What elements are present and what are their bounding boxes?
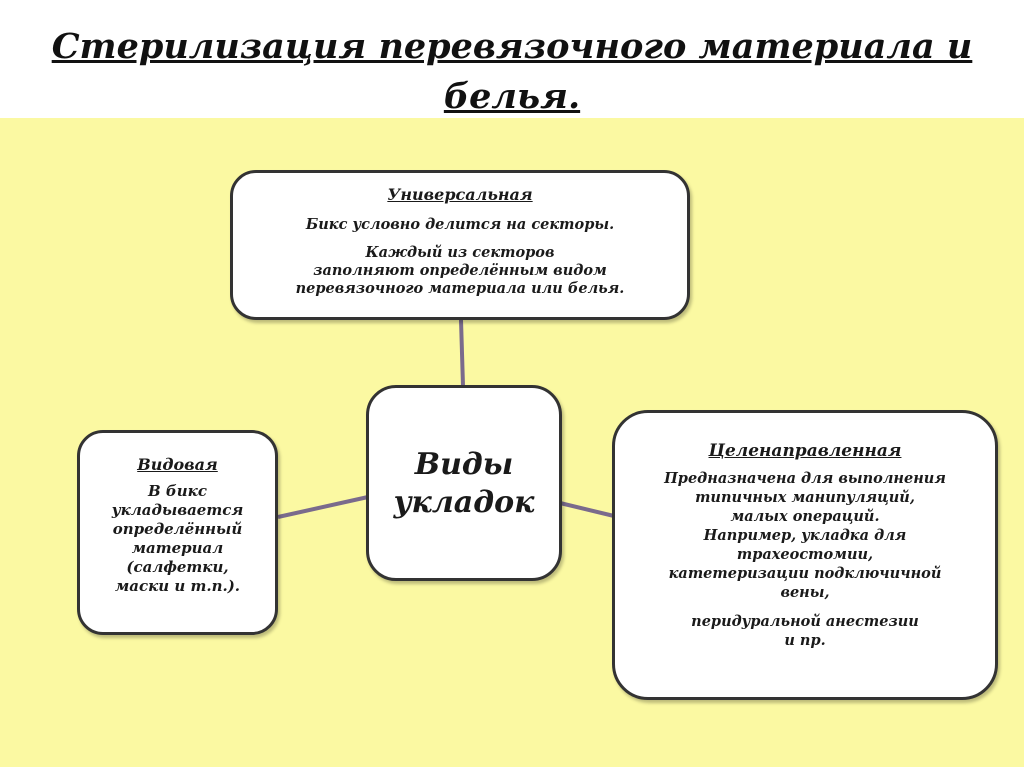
targeted-text-8: перидуральной анестезии <box>691 613 919 630</box>
specific-text-6: маски и т.п.). <box>114 577 241 595</box>
universal-text-3: заполняют определённым видом <box>313 262 607 279</box>
center-line-2: укладок <box>393 485 535 520</box>
universal-text-2: Каждый из секторов <box>365 244 555 261</box>
universal-text-1: Бикс условно делится на секторы. <box>305 216 615 233</box>
targeted-text-5: трахеостомии, <box>736 546 874 563</box>
targeted-box <box>612 410 998 700</box>
targeted-text-7: вены, <box>780 584 830 601</box>
targeted-heading: Целенаправленная <box>708 441 902 461</box>
universal-text-4: перевязочного материала или белья. <box>295 280 625 297</box>
specific-text-1: В бикс <box>148 482 207 500</box>
targeted-text-3: малых операций. <box>730 508 880 525</box>
title-line-2: белья. <box>443 76 581 117</box>
universal-heading: Универсальная <box>387 185 533 204</box>
specific-text-5: (салфетки, <box>126 558 229 576</box>
targeted-text-2: типичных манипуляций, <box>695 489 915 506</box>
specific-text-3: определённый <box>112 520 243 538</box>
universal-box <box>230 170 690 320</box>
specific-text-4: материал <box>131 539 224 557</box>
connector-top <box>461 320 463 386</box>
center-line-1: Виды <box>414 447 514 482</box>
connector-right <box>560 503 614 516</box>
specific-text-2: укладывается <box>111 501 244 519</box>
specific-box <box>77 430 278 635</box>
specific-heading: Видовая <box>137 455 218 474</box>
targeted-text-1: Предназначена для выполнения <box>664 470 946 487</box>
packing-types-box <box>366 385 562 581</box>
connector-left <box>278 497 368 517</box>
targeted-text-9: и пр. <box>784 632 826 649</box>
targeted-text-6: катетеризации подключичной <box>668 565 942 582</box>
title-line-1: Стерилизация перевязочного материала и <box>51 26 973 67</box>
targeted-text-4: Например, укладка для <box>703 527 907 544</box>
